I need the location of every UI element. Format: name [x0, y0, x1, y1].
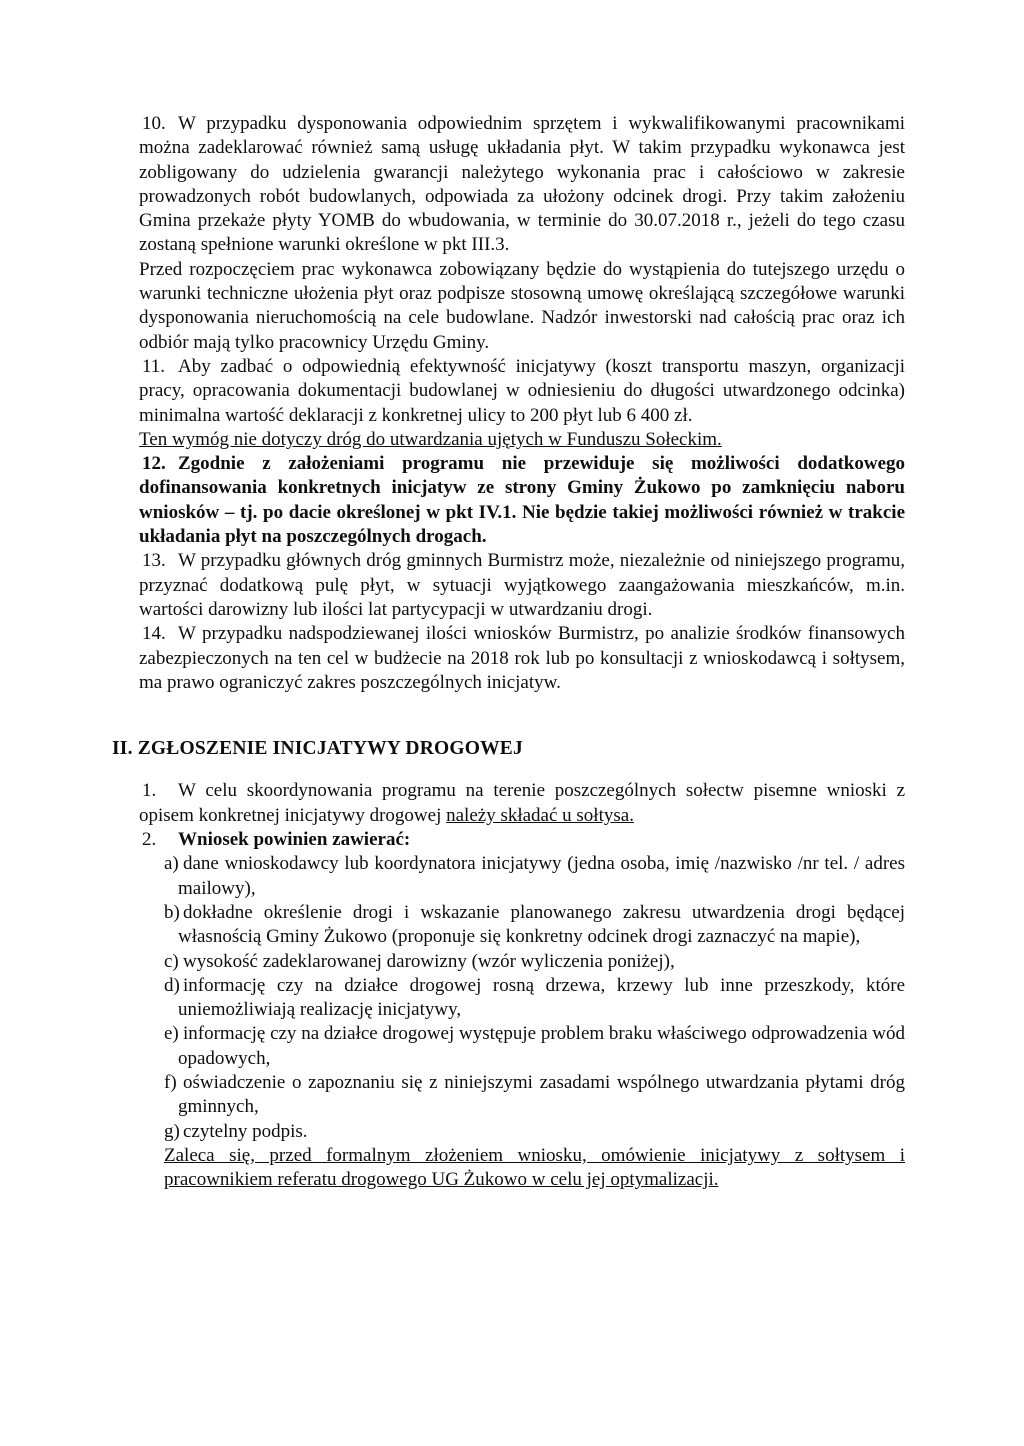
- item-number: 14.: [142, 623, 166, 645]
- sub-item-letter: f): [164, 1071, 177, 1093]
- underlined-text: Zaleca się, przed formalnym złożeniem wniosku, omówienie inicjatywy z sołtysem i pracownikiem referatu drogowego UG Żukowo w celu jej optymalizacji.: [164, 1144, 905, 1191]
- paragraph: dane wnioskodawcy lub koordynatora inicjatywy (jedna osoba, imię /nazwisko /nr tel. / adres mailowy),: [178, 853, 905, 899]
- paragraph: W przypadku głównych dróg gminnych Burmistrz może, niezależnie od niniejszego programu, przyznać dodatkową pulę płyt, w sytuacji wyjątkowego zaangażowania mieszkańców, m.in. wartości darowizny lub ilości lat partycypacji w utwardzaniu drogi.: [139, 550, 905, 620]
- paragraph-text: W celu skoordynowania programu na terenie poszczególnych sołectw pisemne wnioski z opisem konkretnej inicjatywy drogowej: [139, 780, 905, 826]
- paragraph: wysokość zadeklarowanej darowizny (wzór wyliczenia poniżej),: [183, 950, 675, 972]
- sub-item-e: [164, 1022, 905, 1071]
- sub-item-g: [164, 1120, 905, 1144]
- paragraph: oświadczenie o zapoznaniu się z niniejszymi zasadami wspólnego utwardzania płytami dróg gminnych,: [178, 1071, 905, 1118]
- paragraph: informację czy na działce drogowej rosną drzewa, krzewy lub inne przeszkody, które uniemożliwiają realizację inicjatywy,: [178, 974, 905, 1021]
- paragraph: Zgodnie z założeniami programu nie przewiduje się możliwości dodatkowego dofinansowania konkretnych inicjatyw ze strony Gminy Żukowo po zamknięciu naboru wniosków – tj. po dacie określonej w pkt IV.1. Nie będzie takiej możliwości również w trakcie układania płyt na poszczególnych drogach.: [139, 453, 905, 548]
- section-2-application: [0, 779, 1024, 1192]
- item-number: 2.: [142, 829, 157, 851]
- sub-item-letter: d): [164, 974, 180, 996]
- list-item-12: [139, 452, 905, 549]
- sub-item-f: [164, 1071, 905, 1120]
- item-number: 10.: [142, 113, 166, 134]
- paragraph: czytelny podpis.: [183, 1120, 308, 1142]
- paragraph: dokładne określenie drogi i wskazanie planowanego zakresu utwardzenia drogi będącej własnością Gminy Żukowo (proponuje się konkretny odcinek drogi zaznaczyć na mapie),: [178, 901, 905, 948]
- item-number: 12.: [142, 453, 166, 475]
- sub-item-letter: a): [164, 853, 179, 875]
- paragraph: Aby zadbać o odpowiednią efektywność inicjatywy (koszt transportu maszyn, organizacji pracy, opracowania dokumentacji budowlanej w odniesieniu do długości utwardzonego odcinka) minimalna wartość deklaracji z konkretnej ulicy to 200 płyt lub 6 400 zł.: [139, 355, 905, 426]
- list-item-1: [139, 779, 905, 828]
- paragraph: W przypadku dysponowania odpowiednim sprzętem i wykwalifikowanymi pracownikami można zadeklarować również samą usługę układania płyt. W takim przypadku wykonawca jest zobligowany do udzielenia gwarancji należytego wykonania prac i całościowo w zakresie prowadzonych robót budowlanych, odpowiada za ułożony odcinek drogi. Przy takim założeniu Gmina przekaże płyty YOMB do wbudowania, w terminie do 30.07.2018 r., jeżeli do tego czasu zostaną spełnione warunki określone w pkt III.3.: [139, 113, 905, 256]
- underlined-note: Ten wymóg nie dotyczy dróg do utwardzania ujętych w Funduszu Sołeckim.: [139, 428, 722, 450]
- sub-item-a: [164, 852, 905, 901]
- sub-item-b: [164, 901, 905, 950]
- list-item-10: [139, 112, 905, 355]
- closing-recommendation: [164, 1144, 905, 1193]
- list-item-13: [139, 549, 905, 622]
- section-1-rules: [0, 112, 1024, 695]
- paragraph: informację czy na działce drogowej występuje problem braku właściwego odprowadzenia wód opadowych,: [178, 1023, 905, 1069]
- sub-item-d: [164, 974, 905, 1023]
- item-number: 11.: [142, 355, 166, 377]
- paragraph: [139, 779, 905, 828]
- sub-item-letter: b): [164, 901, 180, 923]
- sub-item-letter: g): [164, 1120, 180, 1142]
- underlined-text: należy składać u sołtysa.: [446, 804, 634, 826]
- list-item-11: [139, 355, 905, 452]
- item-number: 1.: [142, 780, 157, 802]
- sub-item-letter: e): [164, 1023, 179, 1045]
- item-number: 13.: [142, 550, 166, 572]
- section-2-heading: II. ZGŁOSZENIE INICJATYWY DROGOWEJ: [112, 738, 523, 760]
- list-item-14: [139, 622, 905, 695]
- sub-item-c: [164, 950, 905, 974]
- list-item-2: [139, 828, 905, 852]
- paragraph: Wniosek powinien zawierać:: [178, 829, 411, 851]
- paragraph: W przypadku nadspodziewanej ilości wniosków Burmistrz, po analizie środków finansowych zabezpieczonych na ten cel w budżecie na 2018 rok lub po konsultacji z wnioskodawcą i sołtysem, ma prawo ograniczyć zakres poszczególnych inicjatyw.: [139, 623, 905, 693]
- sub-item-letter: c): [164, 950, 179, 972]
- paragraph: Przed rozpoczęciem prac wykonawca zobowiązany będzie do wystąpienia do tutejszego urzędu o warunki techniczne ułożenia płyt oraz podpisze stosowną umowę określającą szczegółowe warunki dysponowania nieruchomością na cele budowlane. Nadzór inwestorski nad całością prac oraz ich odbiór mają tylko pracownicy Urzędu Gminy.: [139, 258, 905, 353]
